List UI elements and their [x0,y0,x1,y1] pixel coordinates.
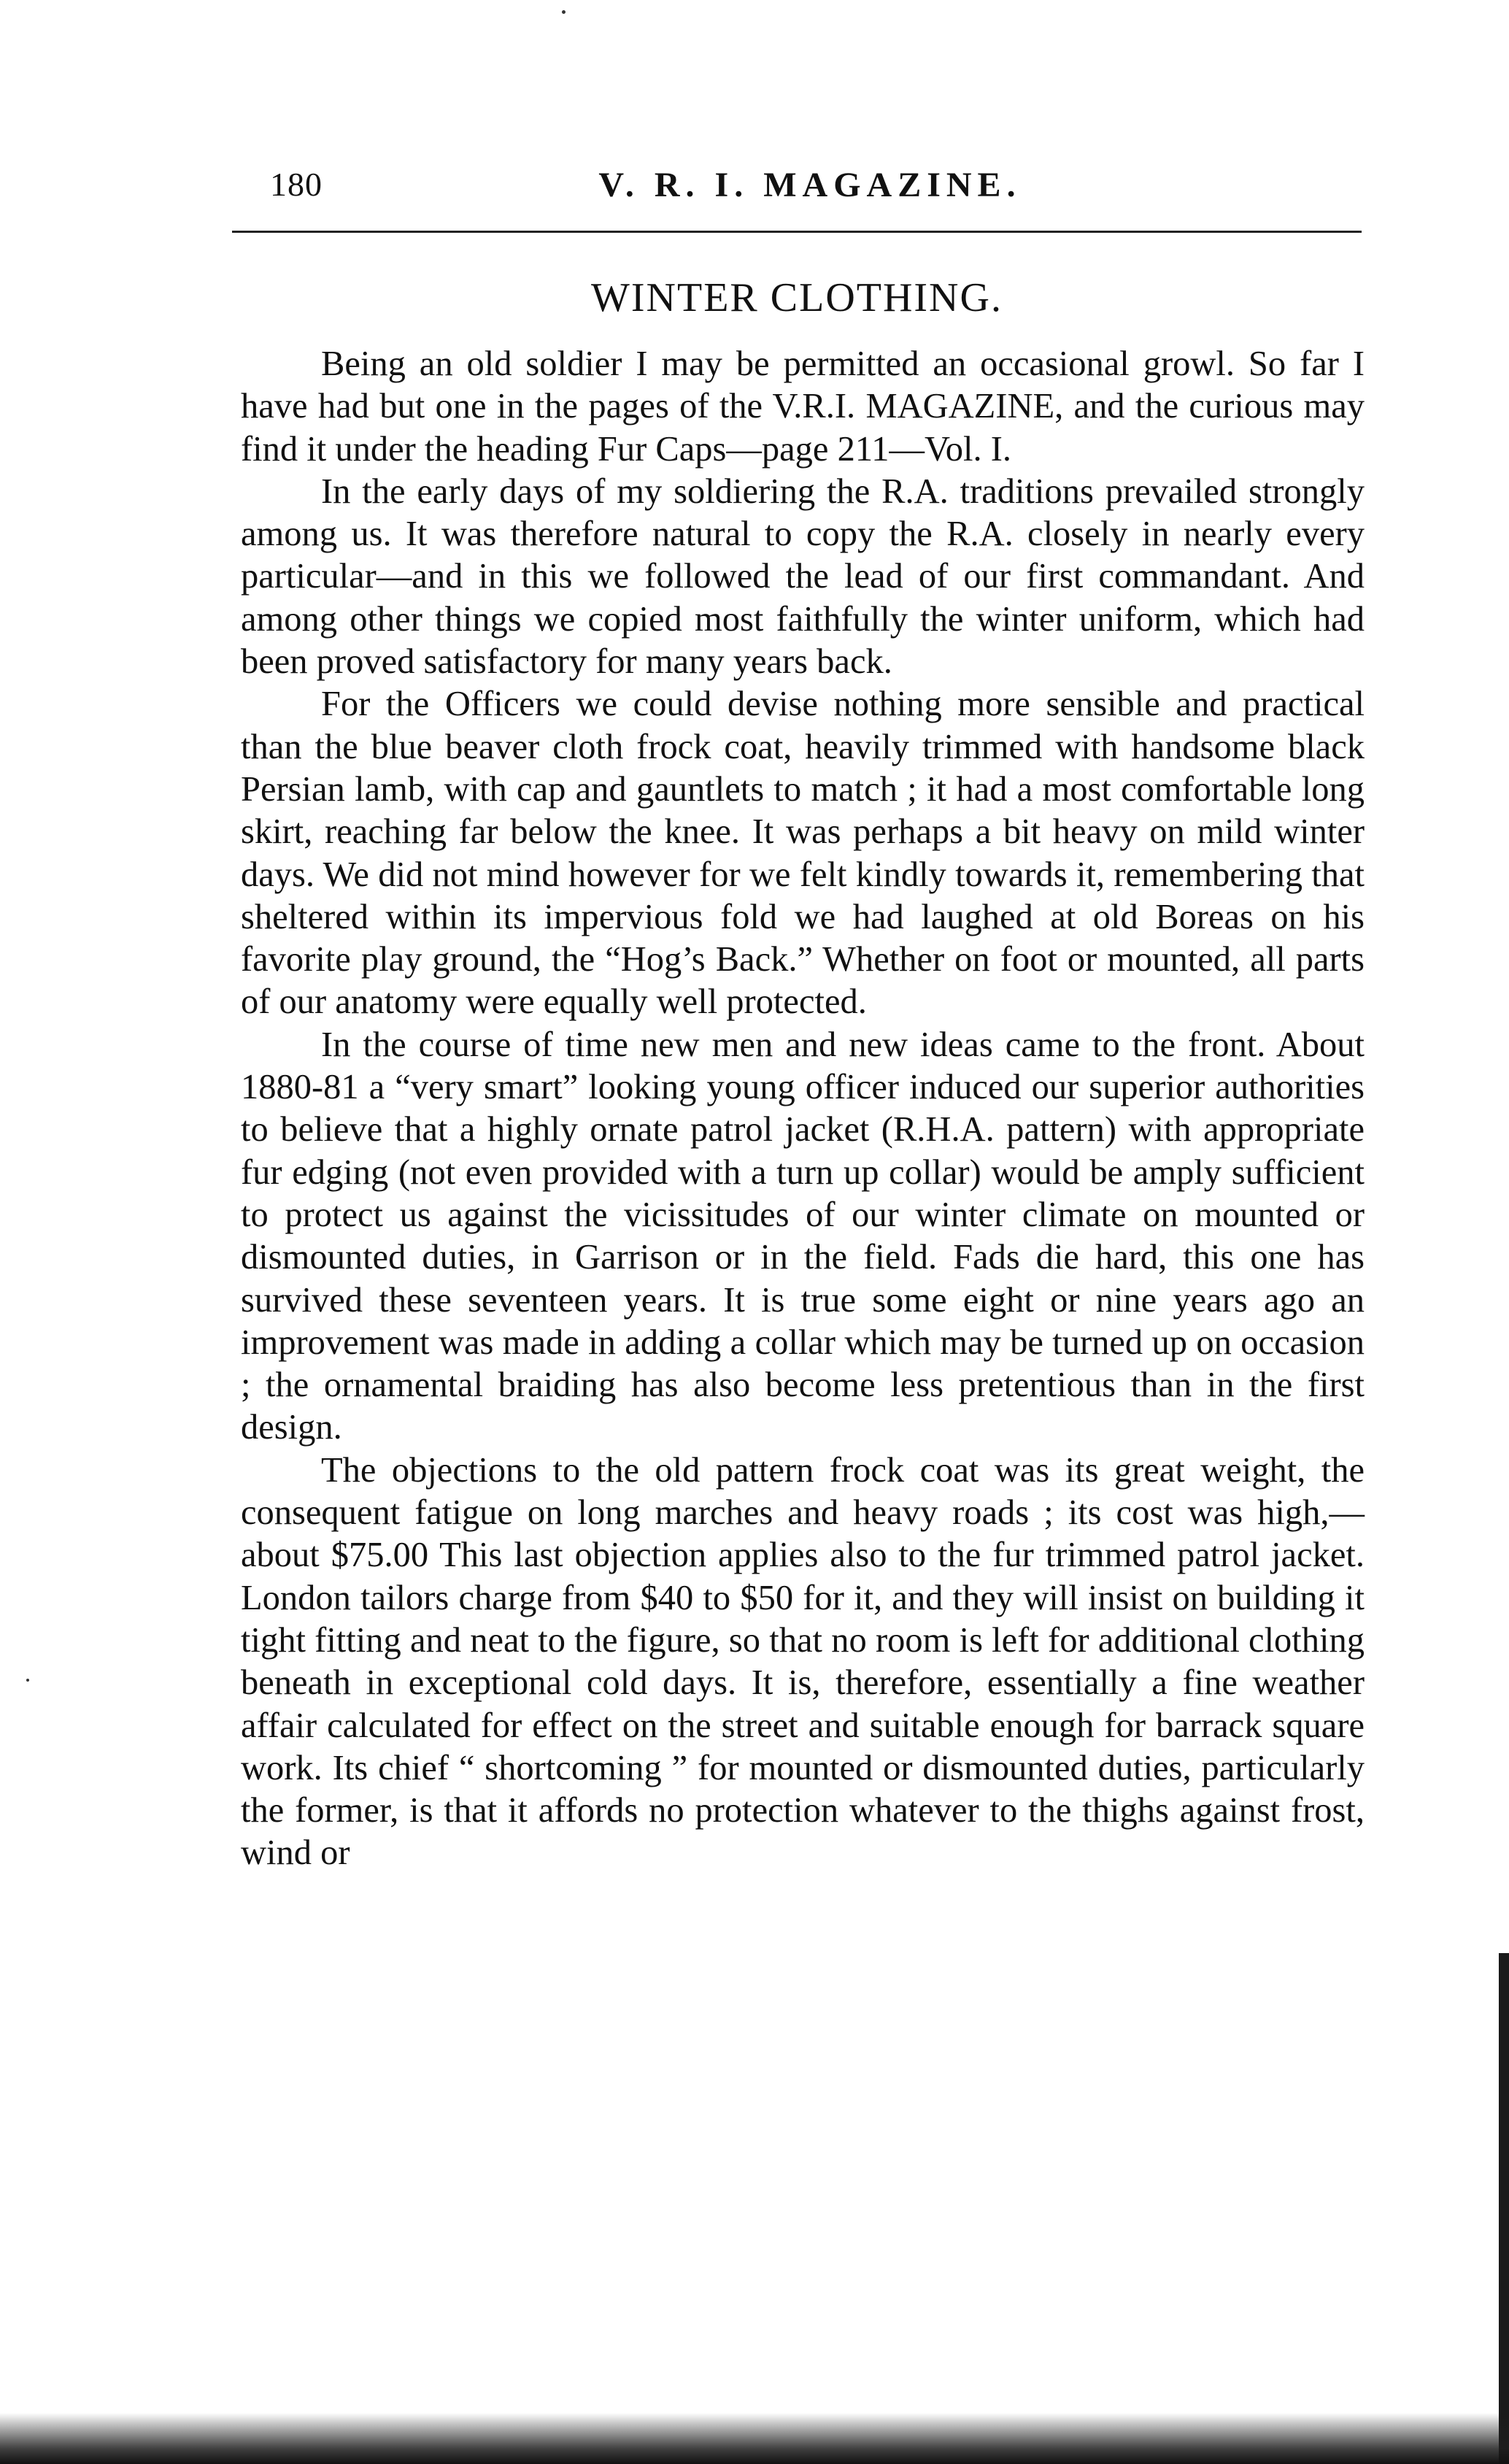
scan-speck [562,10,566,14]
page-number: 180 [270,166,323,203]
header-rule [232,231,1362,233]
paragraph-3: For the Officers we could devise nothing more sensible and practical than the blue beaver cloth frock coat, heavily trimmed with handsome black Persian lamb, with cap and gauntlets to match ; it had a most comfortable long skirt, reaching far below the knee. It was perhaps a bit heavy on mild winter days. We did not mind however for we felt kindly towards it, remembering that sheltered within its impervious fold we had laughed at old Boreas on his favorite play ground, the “Hog’s Back.” Whether on foot or mounted, all parts of our anatomy were equally well protected. [241,685,1365,1022]
paragraph-5: The objections to the old pattern frock coat was its great weight, the consequent fatigue on long marches and heavy roads ; its cost was high,—about $75.00 This last objection applies also to the fur trimmed patrol jacket. London tailors charge from $40 to $50 for it, and they will insist on building it tight fitting and neat to the figure, so that no room is left for additional clothing beneath in exceptional cold days. It is, therefore, essentially a fine weather affair calculated for effect on the street and suitable enough for barrack square work. Its chief “ shortcoming ” for mounted or dismounted duties, particularly the former, is that it affords no protection whatever to the thighs against frost, wind or [241,1450,1365,1873]
page-bottom-shadow [0,2413,1509,2464]
scan-speck [26,1679,29,1682]
page-header [248,165,1372,209]
paragraph-1: Being an old soldier I may be permitted an occasional growl. So far I have had but one in the pages of the V.R.I. MAGAZINE, and the curious may find it under the heading Fur Caps—page 211—Vol. I. [241,344,1365,469]
page-edge-shadow [1499,1953,1509,2464]
paragraph-4: In the course of time new men and new ideas came to the front. About 1880-81 a “very smart” looking young officer induced our superior authorities to believe that a highly ornate patrol jacket (R.H.A. pattern) with appropriate fur edging (not even provided with a turn up collar) would be amply sufficient to protect us against the vicissitudes of our winter climate on mounted or dismounted duties, in Garrison or in the field. Fads die hard, this one has survived these seventeen years. It is true some eight or nine years ago an improvement was made in adding a collar which may be turned up on occasion ; the ornamental braiding has also become less pretentious than in the first design. [241,1025,1365,1447]
running-head: V. R. I. MAGAZINE. [598,166,1022,204]
article-title: WINTER CLOTHING. [591,275,1003,320]
paragraph-2: In the early days of my soldiering the R.A. traditions prevailed strongly among us. It was therefore natural to copy the R.A. closely in nearly every particular—and in this we followed the lead of our first commandant. And among other things we copied most faithfully the winter uniform, which had been proved satisfactory for many years back. [241,471,1365,682]
article-body [241,343,1365,1875]
